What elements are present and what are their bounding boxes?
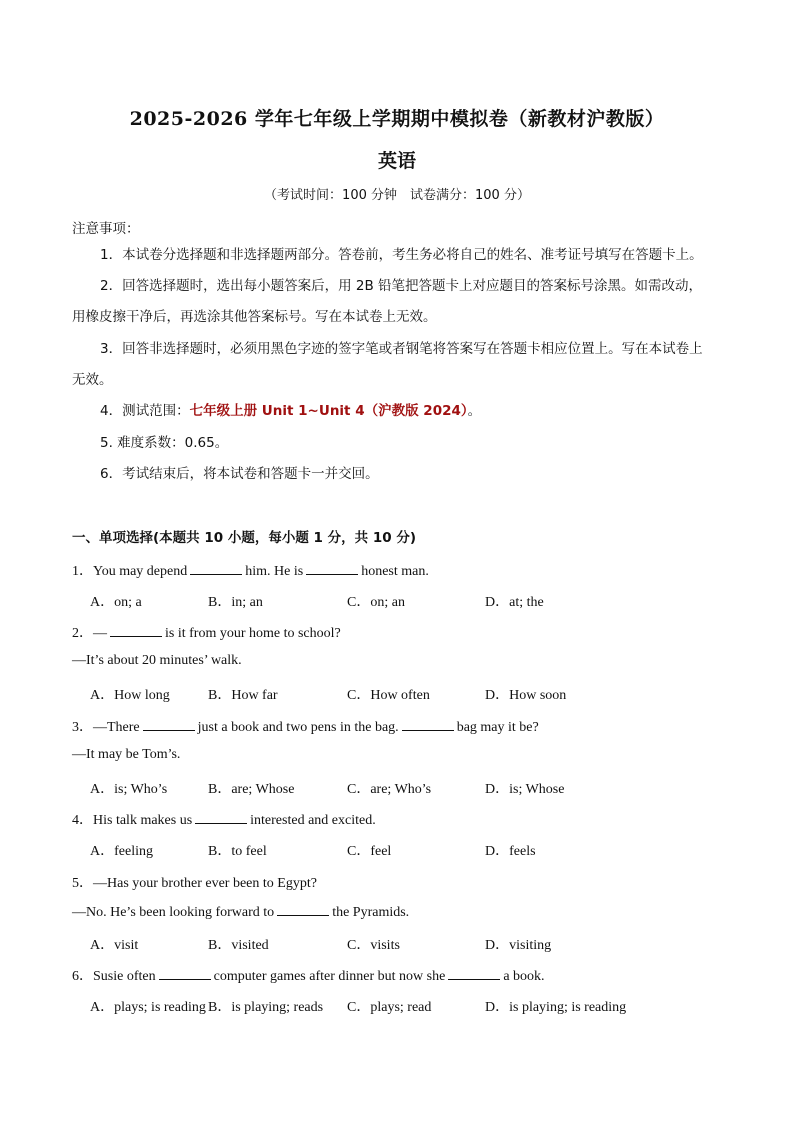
note-3-text-a: 3．回答非选择题时，必须用黑色字迹的签字笔或者钢笔将答案写在答题卡相应位置上。写在本试卷上 [100, 341, 703, 357]
answer-blank [277, 903, 329, 916]
option-c[interactable]: C．feel [347, 844, 392, 859]
note-4-prefix: 4．测试范围： [100, 403, 190, 419]
q5-text-a: —No. He’s been looking forward to [72, 905, 275, 920]
note-5 [72, 428, 724, 459]
option-c[interactable]: C．visits [347, 938, 400, 953]
note-2-text-a: 2．回答选择题时，选出每小题答案后，用 2B 铅笔把答题卡上对应题目的答案标号涂黑。如需改动， [100, 278, 703, 294]
note-1 [72, 240, 724, 271]
option-a[interactable]: A．feeling [90, 844, 153, 859]
question-4 [72, 809, 376, 829]
answer-blank [190, 562, 242, 575]
answer-blank [195, 811, 247, 824]
option-d[interactable]: D．is; Whose [485, 782, 565, 797]
answer-blank [402, 718, 454, 731]
option-d[interactable]: D．How soon [485, 688, 567, 703]
note-5-text: 5. 难度系数：0.65。 [100, 435, 229, 451]
q2-text-b: is it from your home to school? [165, 626, 341, 641]
exam-title: 2025-2026 学年七年级上学期期中模拟卷（新教材沪教版） [129, 108, 665, 130]
option-d[interactable]: D．feels [485, 844, 536, 859]
q6-text-b: computer games after dinner but now she [213, 969, 446, 984]
option-b[interactable]: B．are; Whose [208, 782, 295, 797]
option-b[interactable]: B．in; an [208, 595, 263, 610]
option-d[interactable]: D．visiting [485, 938, 552, 953]
option-d[interactable]: D．at; the [485, 595, 544, 610]
q4-text-b: interested and excited. [250, 813, 376, 828]
question-3-reply: —It may be Tom’s. [72, 747, 181, 762]
option-d[interactable]: D．is playing; is reading [485, 1000, 627, 1015]
q1-text-b: him. He is [245, 564, 304, 579]
notes-heading: 注意事项： [72, 221, 140, 237]
q2-text-a: 2．— [72, 626, 107, 641]
note-3-cont [72, 365, 724, 396]
q3-text-a: 3．—There [72, 720, 140, 735]
section-title: 一、单项选择(本题共 10 小题，每小题 1 分，共 10 分) [72, 530, 417, 546]
option-a[interactable]: A．plays; is reading [90, 1000, 206, 1015]
exam-info: （考试时间：100 分钟 试卷满分：100 分） [264, 188, 530, 203]
answer-blank [159, 967, 211, 980]
note-6 [72, 459, 724, 490]
option-b[interactable]: B．How far [208, 688, 278, 703]
q3-text-c: bag may it be? [456, 720, 539, 735]
option-c[interactable]: C．are; Who’s [347, 782, 432, 797]
note-3 [72, 334, 724, 365]
option-b[interactable]: B．is playing; reads [208, 1000, 324, 1015]
question-5-reply [72, 903, 409, 921]
question-1 [72, 560, 429, 580]
option-a[interactable]: A．on; a [90, 595, 142, 610]
q6-text-c: a book. [503, 969, 545, 984]
subject-title: 英语 [377, 150, 416, 172]
note-1-text: 1．本试卷分选择题和非选择题两部分。答卷前，考生务必将自己的姓名、准考证号填写在答题卡上。 [100, 247, 703, 263]
answer-blank [110, 624, 162, 637]
note-3-text-b: 无效。 [72, 372, 113, 388]
question-5: 5．—Has your brother ever been to Egypt? [72, 876, 317, 891]
answer-blank [306, 562, 358, 575]
option-c[interactable]: C．How often [347, 688, 430, 703]
option-b[interactable]: B．to feel [208, 844, 267, 859]
note-4 [72, 396, 724, 427]
option-b[interactable]: B．visited [208, 938, 269, 953]
option-c[interactable]: C．on; an [347, 595, 405, 610]
test-range: 七年级上册 Unit 1~Unit 4（沪教版 2024） [189, 403, 468, 419]
note-4-suffix: 。 [467, 403, 482, 419]
question-2 [72, 622, 341, 642]
question-2-reply: —It’s about 20 minutes’ walk. [72, 653, 242, 668]
answer-blank [143, 718, 195, 731]
q1-text-c: honest man. [361, 564, 429, 579]
note-2-cont [72, 302, 724, 333]
option-c[interactable]: C．plays; read [347, 1000, 432, 1015]
q5-text-b: the Pyramids. [332, 905, 410, 920]
q1-text-a: 1．You may depend [72, 564, 188, 579]
note-6-text: 6．考试结束后，将本试卷和答题卡一并交回。 [100, 466, 379, 482]
option-a[interactable]: A．visit [90, 938, 139, 953]
note-2 [72, 271, 724, 302]
q4-text-a: 4．His talk makes us [72, 813, 193, 828]
q6-text-a: 6．Susie often [72, 969, 156, 984]
option-a[interactable]: A．is; Who’s [90, 782, 168, 797]
question-3 [72, 716, 539, 736]
option-a[interactable]: A．How long [90, 688, 170, 703]
answer-blank [448, 967, 500, 980]
question-6 [72, 965, 545, 985]
q3-text-b: just a book and two pens in the bag. [197, 720, 399, 735]
note-2-text-b: 用橡皮擦干净后，再选涂其他答案标号。写在本试卷上无效。 [72, 309, 437, 325]
